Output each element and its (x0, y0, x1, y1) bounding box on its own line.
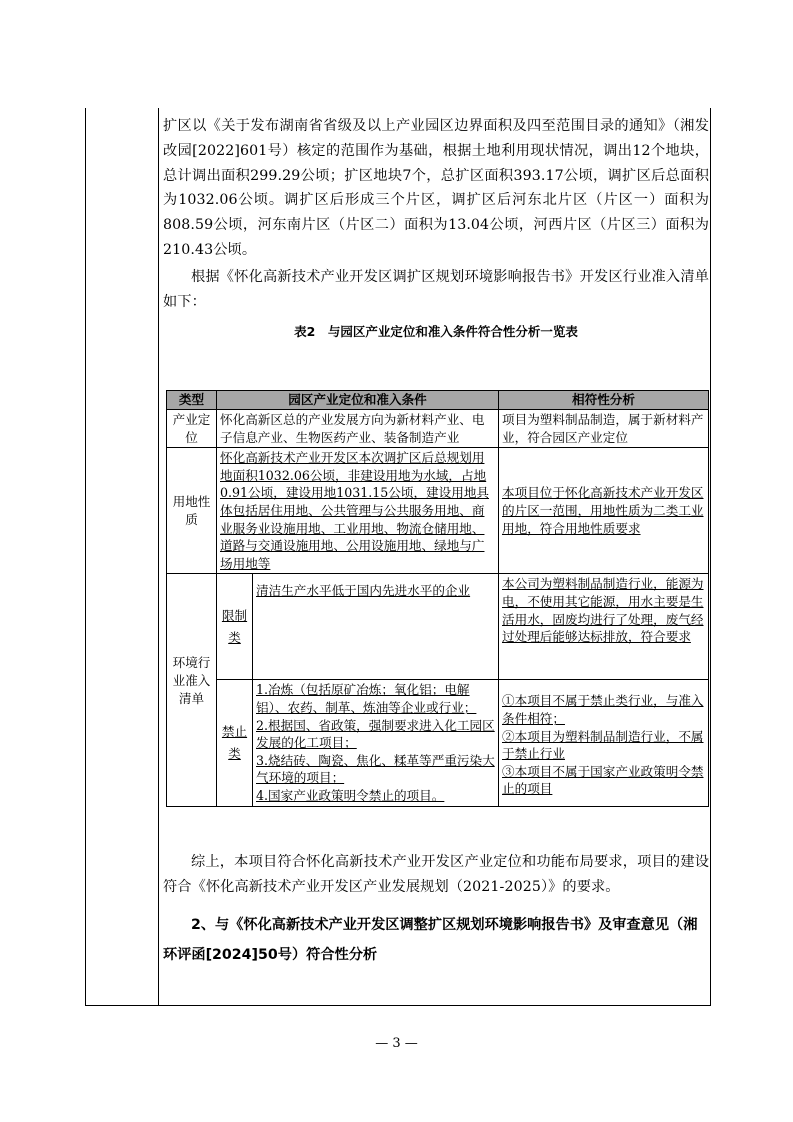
conclusion-section (163, 850, 709, 970)
row-condition-positioning: 怀化高新区总的产业发展方向为新材料产业、电子信息产业、生物医药产业、装备制造产业 (217, 410, 499, 448)
row-analysis-prohibited (499, 680, 709, 806)
prohibited-analysis-item: ①本项目不属于禁止类行业，与准入条件相符； (502, 693, 704, 726)
conclusion-paragraph: 综上，本项目符合怀化高新技术产业开发区产业定位和功能布局要求，项目的建设符合《怀化高新技术产业开发区产业发展规划（2021-2025）》的要求。 (163, 854, 709, 895)
table-row (167, 410, 709, 448)
compliance-table (166, 390, 709, 807)
header-conditions: 园区产业定位和准入条件 (217, 391, 499, 410)
row-analysis-land: 本项目位于怀化高新技术产业开发区的片区一范围，用地性质为二类工业用地，符合用地性质要求 (499, 448, 709, 574)
intro-paragraph-2: 根据《怀化高新技术产业开发区调扩区规划环境影响报告书》开发区行业准入清单如下： (163, 268, 709, 310)
prohibited-item: 3.烧结砖、陶瓷、焦化、糅革等严重污染大气环境的项目； (256, 752, 495, 786)
header-analysis: 相符性分析 (499, 391, 709, 410)
table-row (167, 574, 709, 680)
row-condition-restricted: 清洁生产水平低于国内先进水平的企业 (253, 574, 499, 680)
header-type: 类型 (167, 391, 217, 410)
intro-paragraph-1: 扩区以《关于发布湖南省省级及以上产业园区边界面积及四至范围目录的通知》（湘发改园[2022]601号）核定的范围作为基础，根据土地利用现状情况，调出12个地块，总计调出面积299.29公顷；扩区地块7个，总扩区面积393.17公顷，调扩区后总面积为1032.06公顷。调扩区后形成三个片区，调扩区后河东北片区（片区一）面积为808.59公顷，河东南片区（片区二）面积为13.04公顷，河西片区（片区三）面积为210.43公顷。 (163, 118, 709, 258)
row-condition-prohibited (253, 680, 499, 806)
page-number: — 3 — (375, 1036, 418, 1051)
prohibited-item: 4.国家产业政策明令禁止的项目。 (256, 787, 445, 803)
sub-type-restricted: 限制类 (217, 574, 253, 680)
row-analysis-restricted: 本公司为塑料制品制造行业，能源为电，不使用其它能源，用水主要是生活用水，固废均进行了处理，废气经过处理后能够达标排放，符合要求 (499, 574, 709, 680)
intro-section (163, 108, 709, 346)
table-row (167, 680, 709, 806)
prohibited-item: 1.冶炼（包括原矿冶炼；氧化铝；电解铝）、农药、制革、炼油等企业或行业； (256, 682, 477, 715)
row-type-env: 环境行业准入清单 (167, 574, 217, 806)
table-header-row (167, 391, 709, 410)
row-analysis-positioning: 项目为塑料制品制造，属于新材料产业，符合园区产业定位 (499, 410, 709, 448)
frame-divider (158, 108, 159, 1005)
row-type-land: 用地性质 (167, 448, 217, 574)
prohibited-analysis-item: ③本项目不属于国家产业政策明令禁止的项目 (502, 763, 704, 797)
row-type-positioning: 产业定位 (167, 410, 217, 448)
prohibited-analysis-item: ②本项目为塑料制品制造行业，不属于禁止行业 (502, 728, 704, 762)
sub-type-prohibited: 禁止类 (217, 680, 253, 806)
prohibited-item: 2.根据国、省政策，强制要求进入化工园区发展的化工项目； (256, 717, 495, 751)
row-condition-land: 怀化高新技术产业开发区本次调扩区后总规划用地面积1032.06公顷，非建设用地为水域，占地0.91公顷，建设用地1031.15公顷，建设用地具体包括居住用地、公共管理与公共服务用地、商业服务业设施用地、工业用地、物流仓储用地、道路与交通设施用地、公用设施用地、绿地与广场用地等 (217, 448, 499, 574)
table-row (167, 448, 709, 574)
section-heading: 2、与《怀化高新技术产业开发区调整扩区规划环境影响报告书》及审查意见（湘环评函[2024]50号）符合性分析 (163, 916, 698, 963)
table-caption: 表2 与园区产业定位和准入条件符合性分析一览表 (294, 324, 578, 340)
